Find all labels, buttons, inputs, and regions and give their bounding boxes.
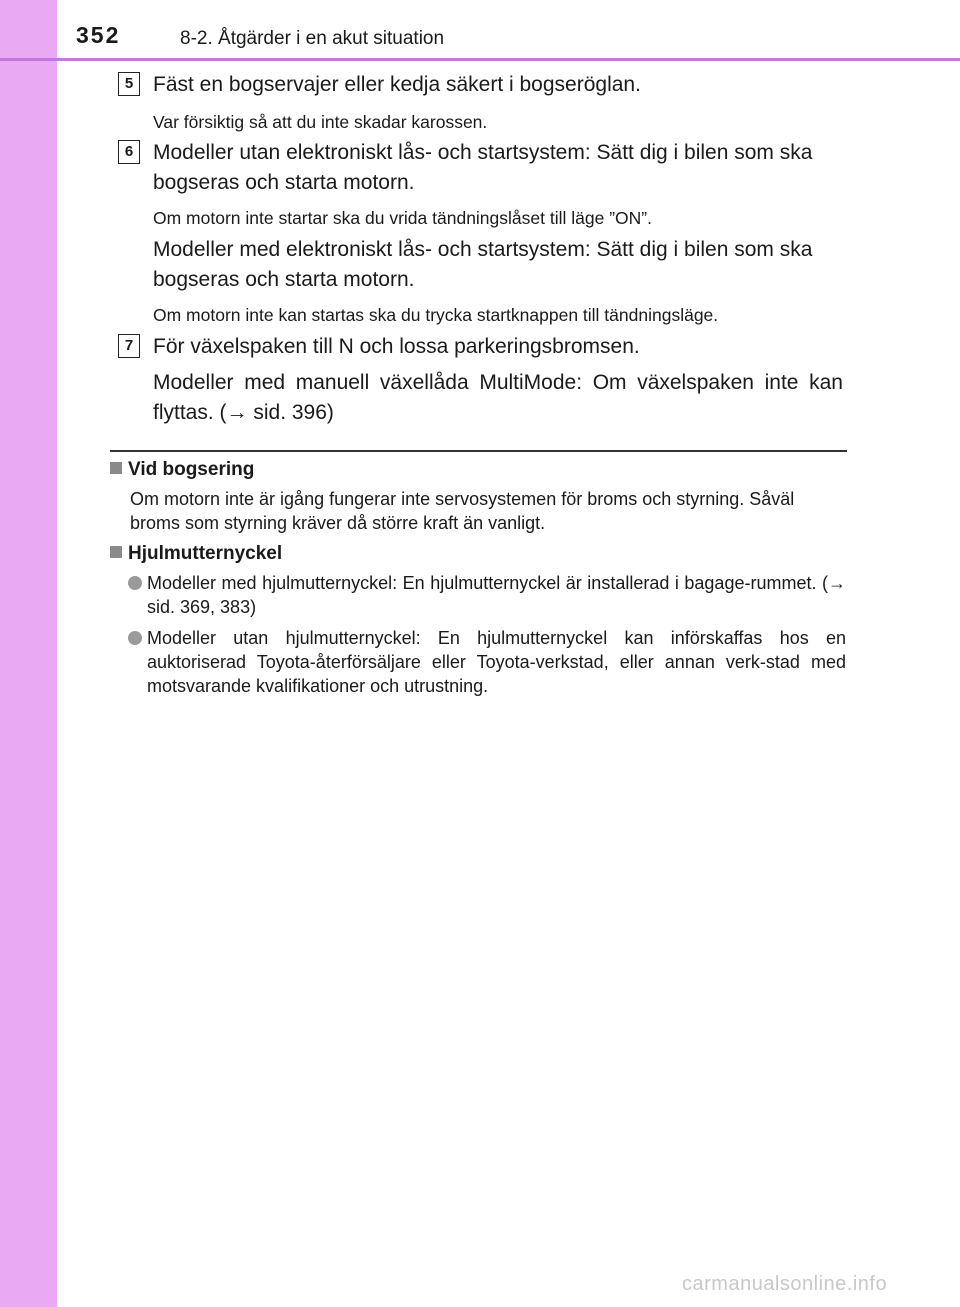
square-bullet-icon (110, 462, 122, 474)
step-6-note-alt: Om motorn inte kan startas ska du trycka startknappen till tändningsläge. (153, 305, 719, 325)
page-number: 352 (76, 22, 121, 48)
step-5-instruction: Fäst en bogservajer eller kedja säkert i bogseröglan. (153, 73, 641, 96)
note-heading-text: Hjulmutternyckel (128, 543, 283, 564)
header-rule (0, 58, 960, 61)
watermark: carmanualsonline.info (682, 1273, 888, 1295)
step-badge-7: 7 (118, 334, 140, 358)
note-heading-text: Vid bogsering (128, 459, 255, 480)
step-5-note: Var försiktig så att du inte skadar karossen. (153, 112, 488, 132)
step-badge-6: 6 (118, 140, 140, 164)
step-badge-5: 5 (118, 72, 140, 96)
step-6-instruction: Modeller utan elektroniskt lås- och startsystem: Sätt dig i bilen som ska bogseras och starta motorn. (153, 141, 813, 194)
step-7-instruction: För växelspaken till N och lossa parkeringsbromsen. (153, 335, 640, 358)
note-body-towing: Om motorn inte är igång fungerar inte servosystemen för broms och styrning. Såväl broms som styrning kräver då större kraft än vanligt. (130, 489, 795, 533)
section-divider (110, 450, 847, 452)
step-6-instruction-alt: Modeller med elektroniskt lås- och startsystem: Sätt dig i bilen som ska bogseras och starta motorn. (153, 238, 813, 291)
section-title: 8-2. Åtgärder i en akut situation (180, 28, 445, 49)
circle-bullet-icon (128, 576, 142, 590)
circle-bullet-icon (128, 631, 142, 645)
list-item-text: Modeller med hjulmutternyckel: En hjulmutternyckel är installerad i bagage-rummet. (→ sid. 369, 383) (147, 573, 846, 617)
square-bullet-icon (110, 546, 122, 558)
chapter-sidebar-tab (0, 0, 57, 1307)
step-7-instruction-alt: Modeller med manuell växellåda MultiMode: Om växelspaken inte kan flyttas. (→ sid. 396) (153, 371, 843, 424)
note-heading-towing (110, 458, 254, 482)
note-heading-wheel-wrench (110, 542, 282, 566)
list-item-text: Modeller utan hjulmutternyckel: En hjulmutternyckel kan införskaffas hos en auktoriserad Toyota-återförsäljare eller Toyota-verkstad, eller annan verk-stad med motsvarande kvalifikationer och utrustning. (147, 628, 846, 696)
step-6-note: Om motorn inte startar ska du vrida tändningslåset till läge ”ON”. (153, 208, 652, 228)
